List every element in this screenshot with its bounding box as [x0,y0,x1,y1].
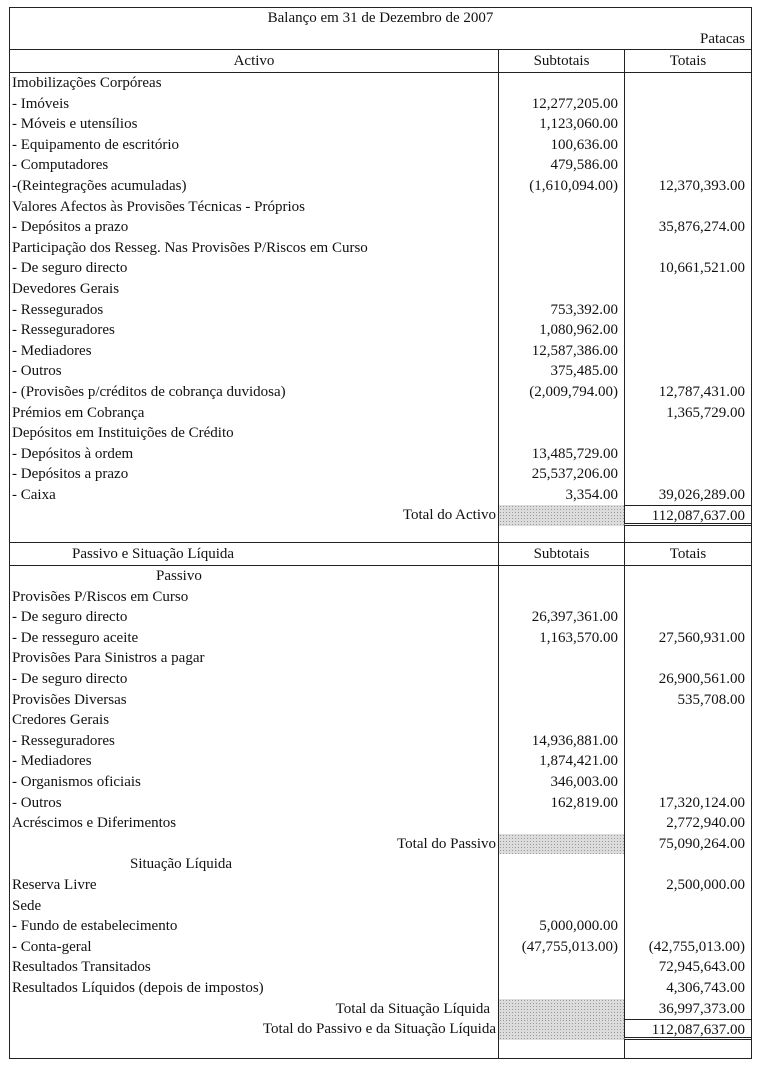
row-subtotal: 1,163,570.00 [498,628,624,649]
table-row [10,300,751,321]
row-label: Devedores Gerais [12,280,120,297]
row-subtotal [498,690,624,711]
row-subtotal: 12,587,386.00 [498,341,624,362]
row-subtotal [498,957,624,978]
row-label: Resultados Líquidos (depois de impostos) [12,979,264,996]
table-row [10,813,751,834]
row-total [624,423,751,444]
row-total [624,114,751,135]
row-subtotal: 162,819.00 [498,793,624,814]
table-row [10,587,751,608]
row-label: Reserva Livre [12,876,97,893]
row-total: 17,320,124.00 [624,793,751,814]
row-label: - Outros [12,794,62,811]
row-subtotal [498,279,624,300]
table-row [10,382,751,403]
row-label: - Mediadores [12,342,92,359]
row-total [624,73,751,94]
hatched-cell [498,999,624,1020]
row-total [624,587,751,608]
table-row [10,217,751,238]
activo-header-label: Activo [233,53,275,69]
activo-header-row [10,50,751,73]
row-subtotal [498,587,624,608]
table-row [10,135,751,156]
table-row [10,279,751,300]
row-total: 535,708.00 [624,690,751,711]
total-situacao-label: Total da Situação Líquida [335,1000,490,1017]
row-label: - Móveis e utensílios [12,116,138,133]
row-total: 4,306,743.00 [624,978,751,999]
passivo-section-title-row [10,566,751,587]
row-label: - Resseguradores [12,732,115,749]
table-row [10,731,751,752]
row-total [624,710,751,731]
passivo-section-title: Passivo [156,568,202,585]
row-total: 39,026,289.00 [624,485,751,506]
row-total [624,300,751,321]
row-subtotal: 25,537,206.00 [498,464,624,485]
row-label: - Fundo de estabelecimento [12,918,178,935]
row-total [624,94,751,115]
grand-total-value: 112,087,637.00 [624,1019,751,1040]
table-row [10,628,751,649]
total-passivo-row [10,834,751,855]
row-total: 1,365,729.00 [624,403,751,424]
row-total [624,896,751,917]
total-activo-value: 112,087,637.00 [624,505,751,526]
row-subtotal: 14,936,881.00 [498,731,624,752]
row-total [624,916,751,937]
row-total: 72,945,643.00 [624,957,751,978]
row-total: 35,876,274.00 [624,217,751,238]
hatched-cell [498,505,624,526]
row-subtotal: 100,636.00 [498,135,624,156]
sheet-title: Balanço em 31 de Dezembro de 2007 [267,10,494,26]
row-total [624,320,751,341]
row-subtotal: 1,080,962.00 [498,320,624,341]
table-row [10,341,751,362]
total-passivo-value: 75,090,264.00 [624,834,751,855]
table-row [10,155,751,176]
row-subtotal: 12,277,205.00 [498,94,624,115]
table-row [10,875,751,896]
total-activo-row [10,505,751,526]
row-total: 2,772,940.00 [624,813,751,834]
table-row [10,176,751,197]
row-total [624,238,751,259]
total-passivo-label: Total do Passivo [397,835,496,852]
passivo-rows [10,587,751,834]
grand-total-label: Total do Passivo e da Situação Líquida [262,1021,496,1038]
situacao-section-title-row [10,854,751,875]
row-label: -(Reintegrações acumuladas) [12,177,187,194]
row-subtotal: 479,586.00 [498,155,624,176]
row-subtotal [498,197,624,218]
title-row [10,8,751,50]
row-subtotal [498,423,624,444]
table-row [10,751,751,772]
table-row [10,690,751,711]
activo-rows [10,73,751,505]
table-row [10,73,751,94]
row-label: - Equipamento de escritório [12,136,180,153]
table-row [10,669,751,690]
row-label: - Depósitos a prazo [12,219,129,236]
row-total [624,731,751,752]
hatched-cell [498,834,624,855]
row-subtotal: (2,009,794.00) [498,382,624,403]
row-subtotal: 346,003.00 [498,772,624,793]
row-label: Prémios em Cobrança [12,404,145,421]
spacer-row [10,1040,751,1058]
row-label: - De resseguro aceite [12,629,139,646]
activo-header-subtotals: Subtotais [498,50,624,72]
total-situacao-row [10,999,751,1020]
passivo-header-subtotals: Subtotais [498,543,624,565]
row-label: - Outros [12,363,62,380]
table-row [10,423,751,444]
row-label: Resultados Transitados [12,959,151,976]
table-row [10,94,751,115]
row-total: 2,500,000.00 [624,875,751,896]
currency-unit: Patacas [700,31,745,47]
table-row [10,648,751,669]
row-subtotal [498,238,624,259]
row-total [624,772,751,793]
table-row [10,320,751,341]
row-total: 26,900,561.00 [624,669,751,690]
row-subtotal [498,710,624,731]
table-row [10,957,751,978]
row-subtotal: 375,485.00 [498,361,624,382]
row-total: 12,370,393.00 [624,176,751,197]
row-label: - Resseguradores [12,322,115,339]
row-subtotal [498,403,624,424]
row-total: (42,755,013.00) [624,937,751,958]
table-row [10,937,751,958]
row-label: Provisões P/Riscos em Curso [12,588,189,605]
situacao-rows [10,875,751,999]
table-row [10,403,751,424]
row-label: Depósitos em Instituições de Crédito [12,425,234,442]
row-label: - Conta-geral [12,938,92,955]
table-row [10,464,751,485]
row-subtotal [498,978,624,999]
row-total [624,648,751,669]
row-label: Credores Gerais [12,712,110,729]
row-subtotal: 13,485,729.00 [498,444,624,465]
row-label: - De seguro directo [12,609,128,626]
table-row [10,772,751,793]
hatched-cell [498,1019,624,1040]
row-total [624,751,751,772]
row-total [624,197,751,218]
row-total [624,279,751,300]
row-subtotal: 26,397,361.00 [498,607,624,628]
row-label: - Depósitos a prazo [12,466,129,483]
table-row [10,916,751,937]
passivo-header-totals: Totais [624,543,751,565]
row-subtotal [498,896,624,917]
row-label: - Imóveis [12,95,70,112]
row-label: - Caixa [12,486,56,503]
table-row [10,238,751,259]
row-label: - Mediadores [12,753,92,770]
table-row [10,361,751,382]
activo-header-totals: Totais [624,50,751,72]
row-total [624,361,751,382]
situacao-section-title: Situação Líquida [130,856,233,873]
row-label: - De seguro directo [12,671,128,688]
row-subtotal: 1,123,060.00 [498,114,624,135]
table-row [10,444,751,465]
row-label: Valores Afectos às Provisões Técnicas - Próprios [12,198,305,215]
row-subtotal [498,217,624,238]
row-subtotal: 5,000,000.00 [498,916,624,937]
row-label: - Computadores [12,157,109,174]
table-row [10,710,751,731]
row-subtotal [498,813,624,834]
table-row [10,978,751,999]
table-row [10,485,751,506]
row-total: 10,661,521.00 [624,258,751,279]
row-subtotal [498,258,624,279]
row-label: Acréscimos e Diferimentos [12,815,177,832]
row-total [624,135,751,156]
row-subtotal: (1,610,094.00) [498,176,624,197]
row-total [624,607,751,628]
spacer-row [10,526,751,542]
table-row [10,896,751,917]
row-label: - Depósitos à ordem [12,445,134,462]
table-row [10,114,751,135]
row-label: - (Provisões p/créditos de cobrança duvidosa) [12,383,286,400]
row-label: - Ressegurados [12,301,104,318]
row-subtotal [498,875,624,896]
row-label: - Organismos oficiais [12,774,141,790]
table-row [10,258,751,279]
row-subtotal: 1,874,421.00 [498,751,624,772]
row-subtotal [498,73,624,94]
table-row [10,793,751,814]
row-label: - De seguro directo [12,260,128,277]
row-total [624,341,751,362]
row-label: Provisões Diversas [12,691,127,708]
row-label: Provisões Para Sinistros a pagar [12,650,205,667]
row-label: Imobilizações Corpóreas [12,75,162,91]
total-situacao-value: 36,997,373.00 [624,999,751,1020]
row-label: Sede [12,897,42,914]
table-row [10,197,751,218]
row-subtotal: 3,354.00 [498,485,624,506]
row-total [624,444,751,465]
row-subtotal: (47,755,013.00) [498,937,624,958]
row-total: 27,560,931.00 [624,628,751,649]
row-total: 12,787,431.00 [624,382,751,403]
passivo-header-label: Passivo e Situação Líquida [72,546,235,563]
row-total [624,155,751,176]
table-row [10,607,751,628]
row-label: Participação dos Resseg. Nas Provisões P/Riscos em Curso [12,239,368,256]
row-subtotal [498,648,624,669]
balance-sheet [9,7,752,1059]
row-subtotal [498,669,624,690]
total-activo-label: Total do Activo [402,507,496,524]
passivo-header-row [10,542,751,566]
row-total [624,464,751,485]
row-subtotal: 753,392.00 [498,300,624,321]
grand-total-row [10,1019,751,1040]
